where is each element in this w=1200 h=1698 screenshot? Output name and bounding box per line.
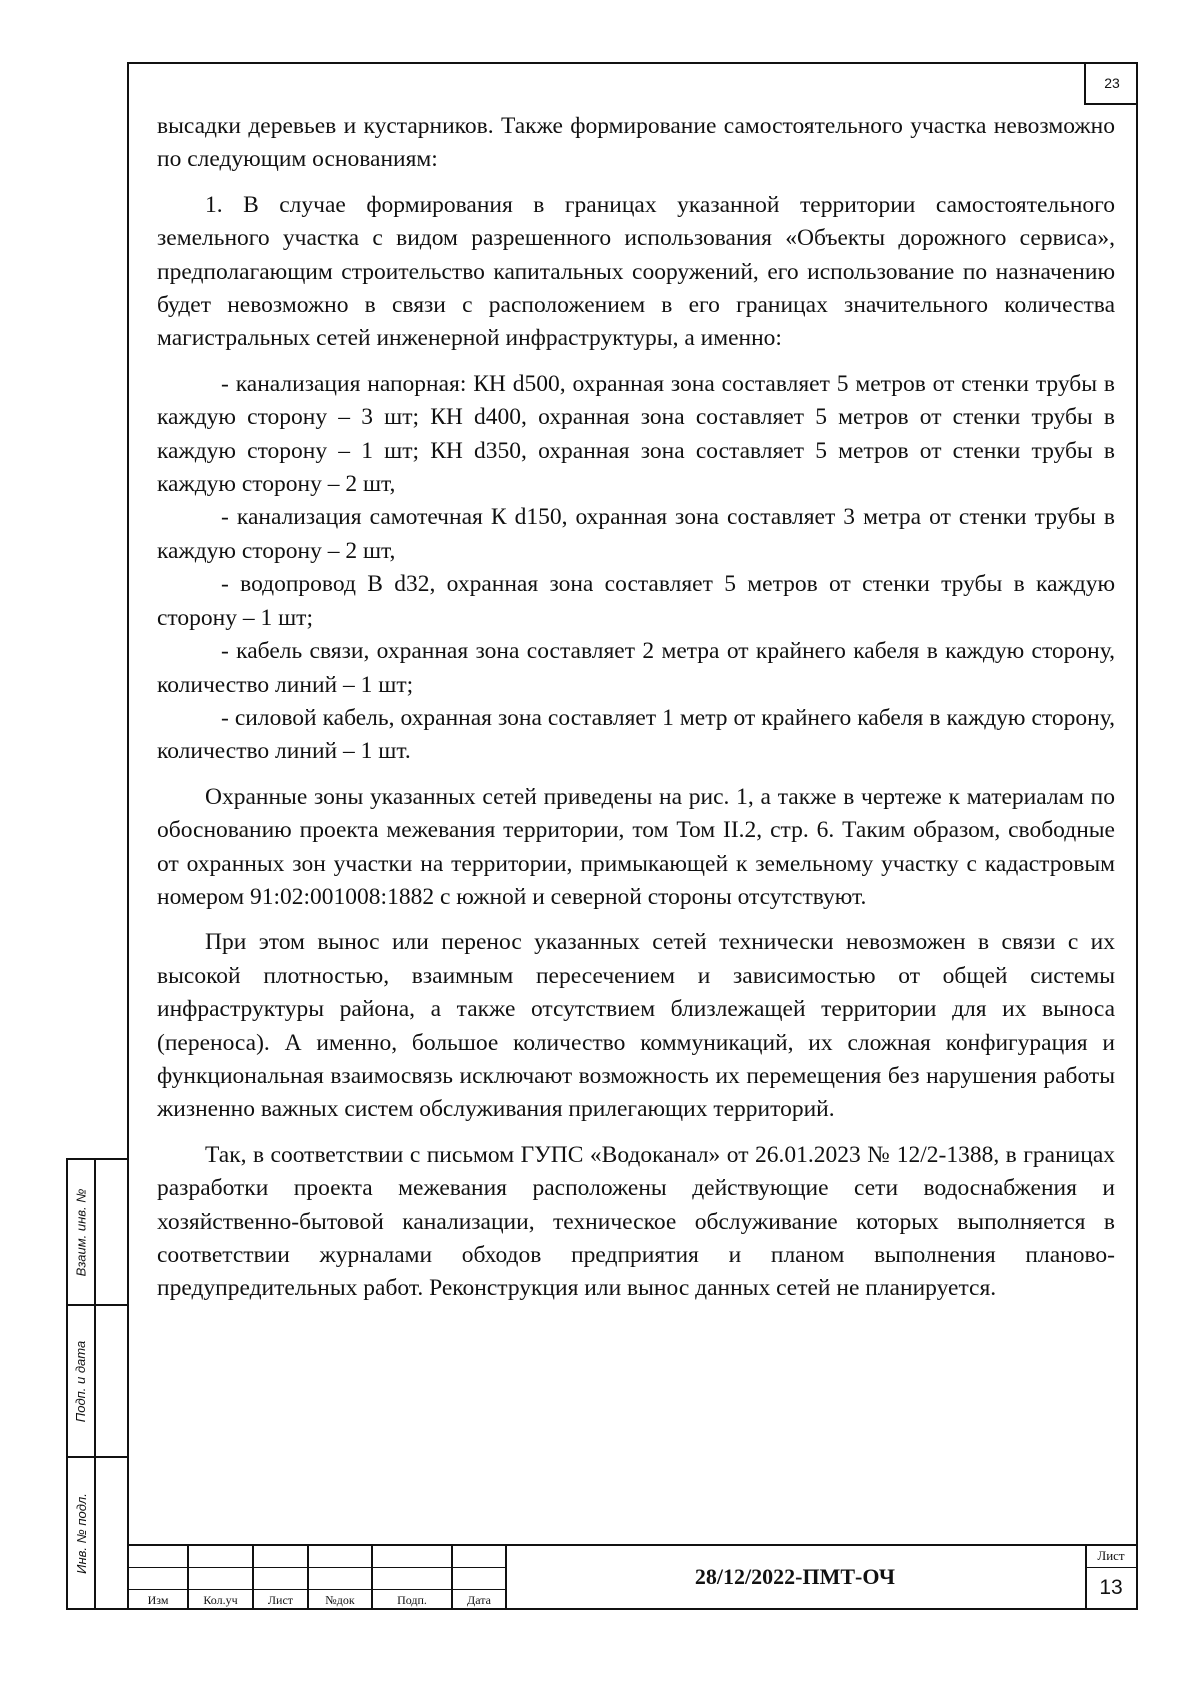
paragraph: высадки деревьев и кустарников. Также формирование самостоятельного участка невозможно по следующим основаниям: (157, 113, 1115, 173)
title-block-row-line (127, 1567, 505, 1568)
list-item: - силовой кабель, охранная зона составляет 1 метр от крайнего кабеля в каждую сторону, количество линий – 1 шт. (157, 704, 1115, 765)
podp-data-label: Подп. и дата (73, 1340, 89, 1422)
inv-podl-label: Инв. № подл. (73, 1492, 89, 1574)
list-item: - канализация самотечная К d150, охранная зона составляет 3 метра от стенки трубы в каждую сторону – 2 шт, (157, 504, 1115, 564)
list-item: - кабель связи, охранная зона составляет 2 метра от крайнего кабеля в каждую сторону, количество линий – 1 шт; (157, 638, 1115, 698)
sheet-number: 13 (1099, 1576, 1123, 1599)
paragraph: При этом вынос или перенос указанных сетей технически невозможен в связи с их высокой плотностью, взаимным пересечением и зависимостью от общей системы инфраструктуры района, а также отсутствием близлежащей территории для их выноса (переноса). А именно, большое количество коммуникаций, их сложная конфигурация и функциональная взаимосвязь исключают возможность их перемещения без нарушения работы жизненно важных систем обслуживания прилегающих территорий. (157, 929, 1115, 1123)
col-label-list: Лист (267, 1592, 294, 1607)
paragraph: 1. В случае формирования в границах указанной территории самостоятельного земельного участка с видом разрешенного использования «Объекты дорожного сервиса», предполагающим строительство капитальных сооружений, его использование по назначению будет невозможно в связи с расположением в его границах значительного количества магистральных сетей инженерной инфраструктуры, а именно: (157, 191, 1115, 352)
col-label-podp: Подп. (397, 1592, 427, 1607)
col-label-ndok: №док (325, 1592, 355, 1607)
list-item: - водопровод В d32, охранная зона составляет 5 метров от стенки трубы в каждую сторону – 1 шт; (157, 571, 1115, 631)
vzaim-inv-label: Взаим. инв. № (73, 1188, 89, 1276)
col-label-data: Дата (467, 1592, 491, 1607)
col-label-koluch: Кол.уч (203, 1592, 238, 1607)
list-item: - канализация напорная: КН d500, охранная зона составляет 5 метров от стенки трубы в каждую сторону – 3 шт; КН d400, охранная зона составляет 5 метров от стенки трубы в каждую сторону – 1 шт; КН d350, охранная зона составляет 5 метров от стенки трубы в каждую сторону – 2 шт, (157, 370, 1115, 498)
col-label-izm: Изм (147, 1592, 169, 1607)
document-code: 28/12/2022-ПМТ-ОЧ (694, 1564, 896, 1589)
body-text (157, 110, 1115, 1306)
sheet-label: Лист (1097, 1548, 1125, 1563)
paragraph: Так, в соответствии с письмом ГУПС «Водоканал» от 26.01.2023 № 12/2-1388, в границах разработки проекта межевания расположены действующие сети водоснабжения и хозяйственно-бытовой канализации, техническое обслуживание которых выполняется в соответствии журналами обходов предприятия и планом выполнения планово-предупредительных работ. Реконструкция или вынос данных сетей не планируется. (157, 1141, 1115, 1302)
paragraph: Охранные зоны указанных сетей приведены на рис. 1, а также в чертеже к материалам по обоснованию проекта межевания территории, том Том II.2, стр. 6. Таким образом, свободные от охранных зон участки на территории, примыкающей к земельному участку с кадастровым номером 91:02:001008:1882 с южной и северной стороны отсутствуют. (157, 783, 1115, 910)
page-number-top: 23 (1084, 63, 1138, 105)
